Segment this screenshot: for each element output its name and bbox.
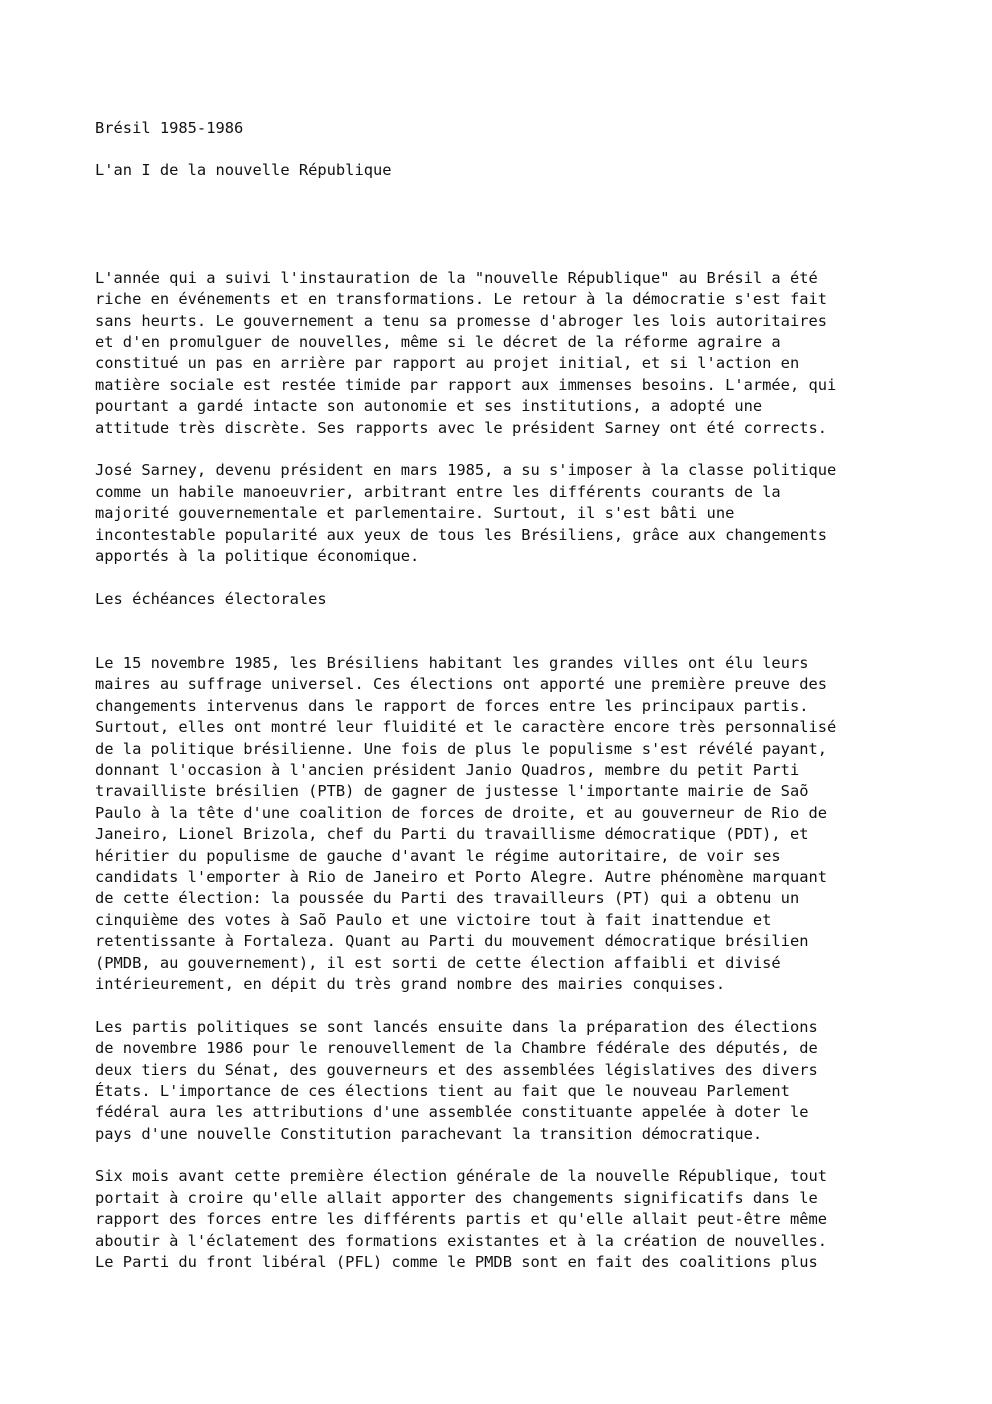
- text-line: aboutir à l'éclatement des formations existantes et à la création de nouvelles.: [95, 1231, 828, 1250]
- text-line: sans heurts. Le gouvernement a tenu sa promesse d'abroger les lois autoritaires: [95, 311, 828, 330]
- text-line: apportés à la politique économique.: [95, 546, 420, 565]
- text-line: Paulo à la tête d'une coalition de forces de droite, et au gouverneur de Rio de: [95, 803, 828, 822]
- text-line: Surtout, elles ont montré leur fluidité et le caractère encore très personnalisé: [95, 718, 837, 737]
- text-line: travailliste brésilien (PTB) de gagner de justesse l'importante mairie de Saõ: [95, 782, 809, 801]
- text-line: (PMDB, au gouvernement), il est sorti de cette élection affaibli et divisé: [95, 953, 781, 972]
- text-line: Le 15 novembre 1985, les Brésiliens habitant les grandes villes ont élu leurs: [95, 654, 809, 673]
- text-line: L'année qui a suivi l'instauration de la "nouvelle République" au Brésil a été: [95, 268, 818, 287]
- text-line: rapport des forces entre les différents partis et qu'elle allait peut-être même: [95, 1210, 828, 1229]
- text-line: majorité gouvernementale et parlementaire. Surtout, il s'est bâti une: [95, 504, 735, 523]
- text-line: attitude très discrète. Ses rapports avec le président Sarney ont été corrects.: [95, 418, 828, 437]
- text-line: pourtant a gardé intacte son autonomie et ses institutions, a adopté une: [95, 397, 763, 416]
- text-line: maires au suffrage universel. Ces élections ont apporté une première preuve des: [95, 675, 828, 694]
- text-line: fédéral aura les attributions d'une assemblée constituante appelée à doter le: [95, 1103, 809, 1122]
- text-line: retentissante à Fortaleza. Quant au Parti du mouvement démocratique brésilien: [95, 932, 809, 951]
- text-line: donnant l'occasion à l'ancien président Janio Quadros, membre du petit Parti: [95, 761, 800, 780]
- text-line: riche en événements et en transformations. Le retour à la démocratie s'est fait: [95, 290, 828, 309]
- section-heading: Les échéances électorales: [95, 589, 327, 608]
- text-line: cinquième des votes à Saõ Paulo et une victoire tout à fait inattendue et: [95, 910, 772, 929]
- document-subtitle: L'an I de la nouvelle République: [95, 161, 392, 180]
- text-line: intérieurement, en dépit du très grand nombre des mairies conquises.: [95, 974, 726, 993]
- text-line: changements intervenus dans le rapport de forces entre les principaux partis.: [95, 696, 809, 715]
- document-title: Brésil 1985-1986: [95, 119, 244, 137]
- text-line: et d'en promulguer de nouvelles, même si le décret de la réforme agraire a: [95, 332, 781, 351]
- text-line: Janeiro, Lionel Brizola, chef du Parti du travaillisme démocratique (PDT), et: [95, 825, 809, 844]
- paragraph: [95, 1166, 955, 1273]
- text-line: deux tiers du Sénat, des gouverneurs et des assemblées législatives des divers: [95, 1060, 818, 1079]
- section-paragraphs: [95, 653, 955, 1273]
- text-line: matière sociale est restée timide par rapport aux immenses besoins. L'armée, qui: [95, 375, 837, 394]
- text-line: de novembre 1986 pour le renouvellement de la Chambre fédérale des députés, de: [95, 1039, 818, 1058]
- text-line: Six mois avant cette première élection générale de la nouvelle République, tout: [95, 1167, 828, 1186]
- text-line: de cette élection: la poussée du Parti des travailleurs (PT) qui a obtenu un: [95, 889, 800, 908]
- text-line: Les partis politiques se sont lancés ensuite dans la préparation des élections: [95, 1017, 818, 1036]
- text-line: héritier du populisme de gauche d'avant le régime autoritaire, de voir ses: [95, 846, 781, 865]
- paragraph: [95, 460, 955, 567]
- text-line: de la politique brésilienne. Une fois de plus le populisme s'est révélé payant,: [95, 739, 828, 758]
- text-line: constitué un pas en arrière par rapport au projet initial, et si l'action en: [95, 354, 800, 373]
- paragraph: [95, 653, 955, 995]
- text-line: candidats l'emporter à Rio de Janeiro et Porto Alegre. Autre phénomène marquant: [95, 867, 828, 886]
- paragraph: [95, 268, 955, 439]
- text-line: incontestable popularité aux yeux de tous les Brésiliens, grâce aux changements: [95, 525, 828, 544]
- text-line: États. L'importance de ces élections tient au fait que le nouveau Parlement: [95, 1081, 790, 1100]
- text-line: José Sarney, devenu président en mars 1985, a su s'imposer à la classe politique: [95, 461, 837, 480]
- document-page: [95, 118, 955, 1295]
- text-line: pays d'une nouvelle Constitution parachevant la transition démocratique.: [95, 1124, 763, 1143]
- paragraph: [95, 1017, 955, 1145]
- text-line: comme un habile manoeuvrier, arbitrant entre les différents courants de la: [95, 482, 781, 501]
- intro-paragraphs: [95, 268, 955, 567]
- text-line: portait à croire qu'elle allait apporter des changements significatifs dans le: [95, 1188, 818, 1207]
- text-line: Le Parti du front libéral (PFL) comme le PMDB sont en fait des coalitions plus: [95, 1253, 818, 1272]
